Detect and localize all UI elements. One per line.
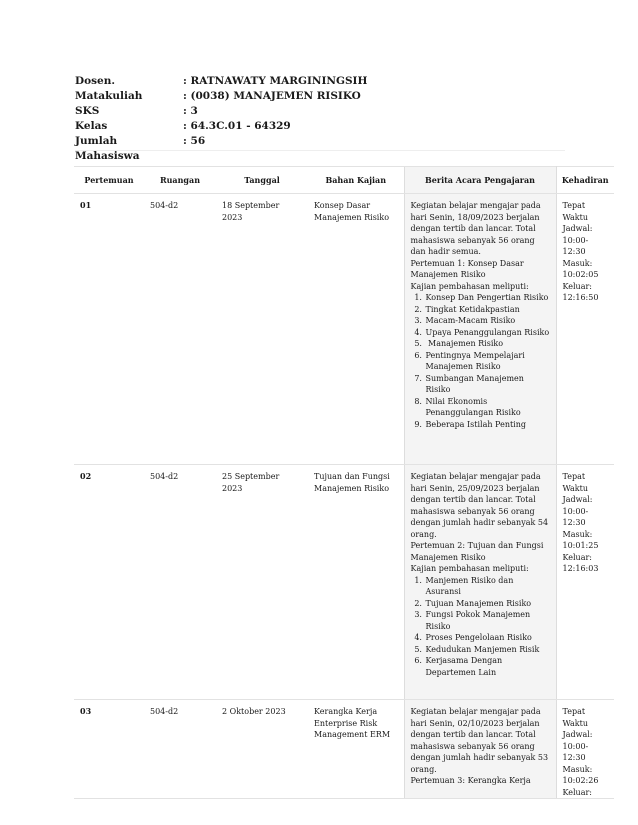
- list-item: 2. Tujuan Manajemen Risiko: [425, 598, 550, 610]
- ruangan-cell: 504-d2: [144, 700, 216, 799]
- kelas-label: Kelas: [75, 120, 108, 132]
- kehadiran-line: Jadwal:: [562, 495, 593, 504]
- kehadiran-line: 10:01:25: [562, 541, 599, 550]
- kehadiran-line: 10:00-12:30: [562, 741, 589, 762]
- berita-kajian-label: Kajian pembahasan meliputi:: [410, 281, 529, 291]
- berita-intro: Kegiatan belajar mengajar pada hari Senin, 25/09/2023 berjalan dengan tertib dan lancar. Total mahasiswa sebanyak 56 orang dengan jumlah hadir sebanyak 54 orang.: [410, 472, 549, 539]
- kehadiran-line: Jadwal:: [562, 730, 593, 739]
- berita-acara-cell: [404, 194, 556, 465]
- table-row: [74, 700, 614, 799]
- header-ruangan: Ruangan: [144, 167, 216, 194]
- list-item: 4. Proses Pengelolaan Risiko: [425, 632, 550, 644]
- berita-acara-cell: [404, 700, 556, 799]
- berita-pertemuan: Pertemuan 1: Konsep Dasar Manajemen Risiko: [410, 258, 524, 279]
- ruangan-cell: 504-d2: [144, 194, 216, 465]
- berita-pertemuan: Pertemuan 2: Tujuan dan Fungsi Manajemen Risiko: [410, 541, 544, 562]
- pertemuan-cell: 02: [74, 465, 144, 700]
- kehadiran-line: Tepat: [562, 201, 586, 210]
- pertemuan-cell: 03: [74, 700, 144, 799]
- bahan-kajian-cell: Tujuan dan Fungsi Manajemen Risiko: [308, 465, 404, 700]
- matakuliah-row: [75, 89, 565, 104]
- kajian-list: [411, 575, 550, 679]
- header-pertemuan: Pertemuan: [74, 167, 144, 194]
- kehadiran-line: 10:00-12:30: [562, 235, 589, 256]
- jumlah-mahasiswa-value: : 56: [183, 135, 206, 147]
- kehadiran-cell: [556, 700, 614, 799]
- table-header-row: [74, 167, 614, 194]
- sks-label: SKS: [75, 105, 100, 117]
- sks-row: [75, 104, 565, 119]
- course-info-header: [75, 74, 565, 162]
- kehadiran-line: Masuk:: [562, 258, 593, 268]
- tanggal-cell: 18 September 2023: [216, 194, 308, 465]
- kehadiran-line: 10:02:26: [562, 776, 599, 785]
- pertemuan-cell: 01: [74, 194, 144, 465]
- kehadiran-line: Jadwal:: [562, 224, 593, 233]
- teaching-record-table: [74, 166, 614, 799]
- dosen-label: Dosen.: [75, 75, 115, 87]
- jumlah-mahasiswa-label: Jumlah Mahasiswa: [75, 135, 140, 162]
- kehadiran-line: 12:16:50: [562, 293, 599, 302]
- list-item: 6. Kerjasama Dengan Departemen Lain: [425, 655, 550, 678]
- list-item: 9. Beberapa Istilah Penting: [425, 419, 550, 431]
- list-item: 5. Manajemen Risiko: [425, 338, 550, 350]
- list-item: 8. Nilai Ekonomis Penanggulangan Risiko: [425, 396, 550, 419]
- table-row: [74, 465, 614, 700]
- list-item: 3. Macam-Macam Risiko: [425, 315, 550, 327]
- kelas-row: [75, 119, 565, 134]
- kehadiran-line: Tepat: [562, 472, 586, 481]
- kehadiran-line: 10:00-12:30: [562, 506, 589, 527]
- list-item: 7. Sumbangan Manajemen Risiko: [425, 373, 550, 396]
- dosen-value: : RATNAWATY MARGININGSIH: [183, 75, 368, 87]
- table-row: [74, 194, 614, 465]
- list-item: 6. Pentingnya Mempelajari Manajemen Risiko: [425, 350, 550, 373]
- tanggal-cell: 2 Oktober 2023: [216, 700, 308, 799]
- matakuliah-label: Matakuliah: [75, 90, 143, 102]
- list-item: 2. Tingkat Ketidakpastian: [425, 304, 550, 316]
- kelas-value: : 64.3C.01 - 64329: [183, 120, 291, 132]
- matakuliah-value: : (0038) MANAJEMEN RISIKO: [183, 90, 361, 102]
- header-kehadiran: Kehadiran: [556, 167, 614, 194]
- kehadiran-line: Waktu: [562, 483, 589, 493]
- bahan-kajian-cell: Kerangka Kerja Enterprise Risk Management ERM: [308, 700, 404, 799]
- sks-value: : 3: [183, 105, 198, 117]
- kehadiran-cell: [556, 465, 614, 700]
- header-divider: [75, 150, 565, 151]
- kehadiran-line: 10:02:05: [562, 270, 599, 279]
- kehadiran-cell: [556, 194, 614, 465]
- ruangan-cell: 504-d2: [144, 465, 216, 700]
- list-item: 3. Fungsi Pokok Manajemen Risiko: [425, 609, 550, 632]
- jumlah-mahasiswa-row: [75, 134, 565, 162]
- kehadiran-line: 12:16:03: [562, 564, 599, 573]
- kajian-list: [411, 292, 550, 430]
- berita-kajian-label: Kajian pembahasan meliputi:: [410, 564, 529, 573]
- list-item: 1. Manjemen Risiko dan Asuransi: [425, 575, 550, 598]
- kehadiran-line: Keluar:: [562, 787, 592, 797]
- berita-pertemuan: Pertemuan 3: Kerangka Kerja: [410, 776, 531, 785]
- dosen-row: [75, 74, 565, 89]
- berita-intro: Kegiatan belajar mengajar pada hari Senin, 02/10/2023 berjalan dengan tertib dan lancar. Total mahasiswa sebanyak 56 orang dengan jumlah hadir sebanyak 53 orang.: [410, 707, 549, 774]
- header-berita-acara: Berita Acara Pengajaran: [404, 167, 556, 194]
- header-tanggal: Tanggal: [216, 167, 308, 194]
- kehadiran-line: Waktu: [562, 212, 589, 222]
- list-item: 1. Konsep Dan Pengertian Risiko: [425, 292, 550, 304]
- list-item: 5. Kedudukan Manjemen Risik: [425, 644, 550, 656]
- berita-intro: Kegiatan belajar mengajar pada hari Senin, 18/09/2023 berjalan dengan tertib dan lancar. Total mahasiswa sebanyak 56 orang dan hadir semua.: [410, 201, 541, 256]
- kehadiran-line: Keluar:: [562, 552, 592, 562]
- berita-acara-cell: [404, 465, 556, 700]
- header-bahan-kajian: Bahan Kajian: [308, 167, 404, 194]
- list-item: 4. Upaya Penanggulangan Risiko: [425, 327, 550, 339]
- kehadiran-line: Waktu: [562, 718, 589, 728]
- kehadiran-line: Keluar:: [562, 281, 592, 291]
- bahan-kajian-cell: Konsep Dasar Manajemen Risiko: [308, 194, 404, 465]
- kehadiran-line: Masuk:: [562, 529, 593, 539]
- kehadiran-line: Masuk:: [562, 764, 593, 774]
- tanggal-cell: 25 September 2023: [216, 465, 308, 700]
- kehadiran-line: Tepat: [562, 707, 586, 716]
